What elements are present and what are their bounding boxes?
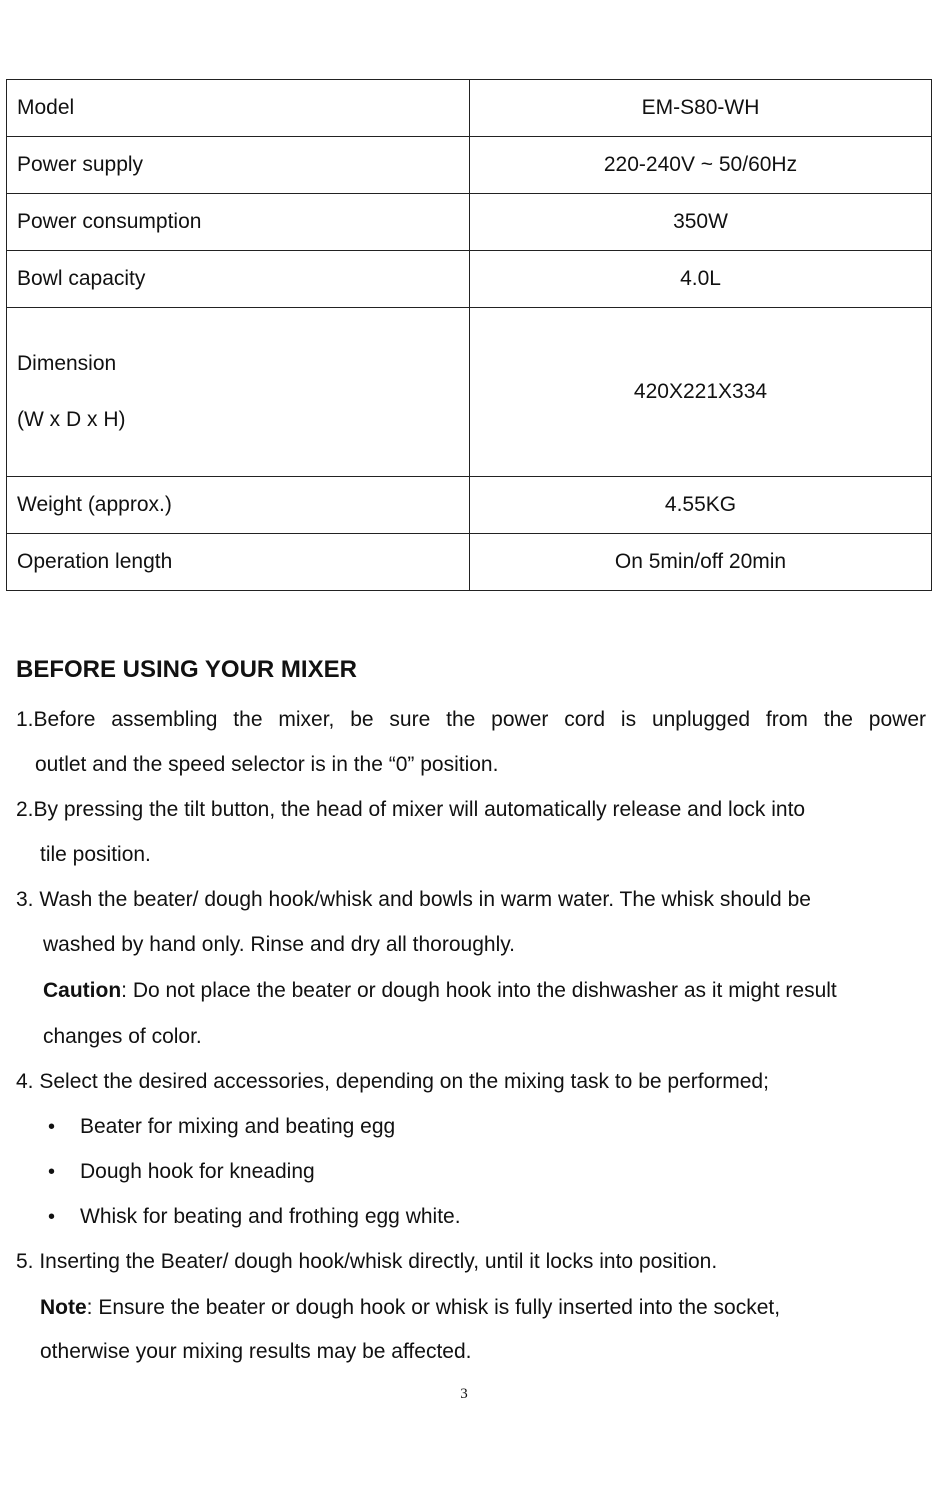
spec-label: Operation length <box>7 534 470 591</box>
spec-row-operation-length <box>7 534 932 591</box>
spec-row-power-supply <box>7 137 932 194</box>
spec-label-line: (W x D x H) <box>17 408 126 431</box>
instruction-text: 4. Select the desired accessories, depending on the mixing task to be performed; <box>16 1070 769 1093</box>
instruction-text: tile position. <box>40 843 151 866</box>
bullet-icon: • <box>48 1116 56 1138</box>
spec-value: 420X221X334 <box>470 308 932 477</box>
spec-row-power-consumption <box>7 194 932 251</box>
instruction-text: 1.Before assembling the mixer, be sure the power cord is unplugged from the power <box>16 708 926 731</box>
spec-value: On 5min/off 20min <box>470 534 932 591</box>
spec-row-dimension <box>7 308 932 477</box>
note-label: Note <box>40 1296 87 1319</box>
spec-value: 220-240V ~ 50/60Hz <box>470 137 932 194</box>
spec-row-bowl-capacity <box>7 251 932 308</box>
bullet-text: Dough hook for kneading <box>80 1160 315 1183</box>
spec-label-line: Dimension <box>17 352 117 375</box>
bullet-icon: • <box>48 1206 56 1228</box>
caution-paragraph <box>43 971 837 1011</box>
instruction-text: 3. Wash the beater/ dough hook/whisk and bowls in warm water. The whisk should be <box>16 888 811 911</box>
spec-label: Power consumption <box>7 194 470 251</box>
instruction-text: 2.By pressing the tilt button, the head of mixer will automatically release and lock into <box>16 798 806 821</box>
spec-label <box>7 308 470 477</box>
page-number: 3 <box>460 1386 468 1402</box>
bullet-icon: • <box>48 1161 56 1183</box>
spec-label: Weight (approx.) <box>7 477 470 534</box>
instruction-text: otherwise your mixing results may be affected. <box>40 1340 472 1363</box>
instruction-text: 5. Inserting the Beater/ dough hook/whisk directly, until it locks into position. <box>16 1250 718 1273</box>
specifications-table <box>6 79 932 591</box>
instruction-text: changes of color. <box>43 1025 202 1048</box>
bullet-text: Whisk for beating and frothing egg white. <box>80 1205 461 1228</box>
instruction-text: outlet and the speed selector is in the “0” position. <box>35 753 499 776</box>
spec-value: 350W <box>470 194 932 251</box>
caution-text: : Do not place the beater or dough hook into the dishwasher as it might result <box>121 979 837 1002</box>
spec-row-model <box>7 80 932 137</box>
instruction-text: washed by hand only. Rinse and dry all thoroughly. <box>43 933 516 956</box>
spec-row-weight <box>7 477 932 534</box>
note-text: : Ensure the beater or dough hook or whisk is fully inserted into the socket, <box>86 1296 781 1319</box>
spec-value: 4.55KG <box>470 477 932 534</box>
spec-value: 4.0L <box>470 251 932 308</box>
spec-label: Power supply <box>7 137 470 194</box>
spec-label: Bowl capacity <box>7 251 470 308</box>
caution-label: Caution <box>43 979 122 1002</box>
spec-value: EM-S80-WH <box>470 80 932 137</box>
note-paragraph <box>40 1288 780 1328</box>
section-title: BEFORE USING YOUR MIXER <box>16 656 357 683</box>
bullet-text: Beater for mixing and beating egg <box>80 1115 396 1138</box>
spec-label: Model <box>7 80 470 137</box>
